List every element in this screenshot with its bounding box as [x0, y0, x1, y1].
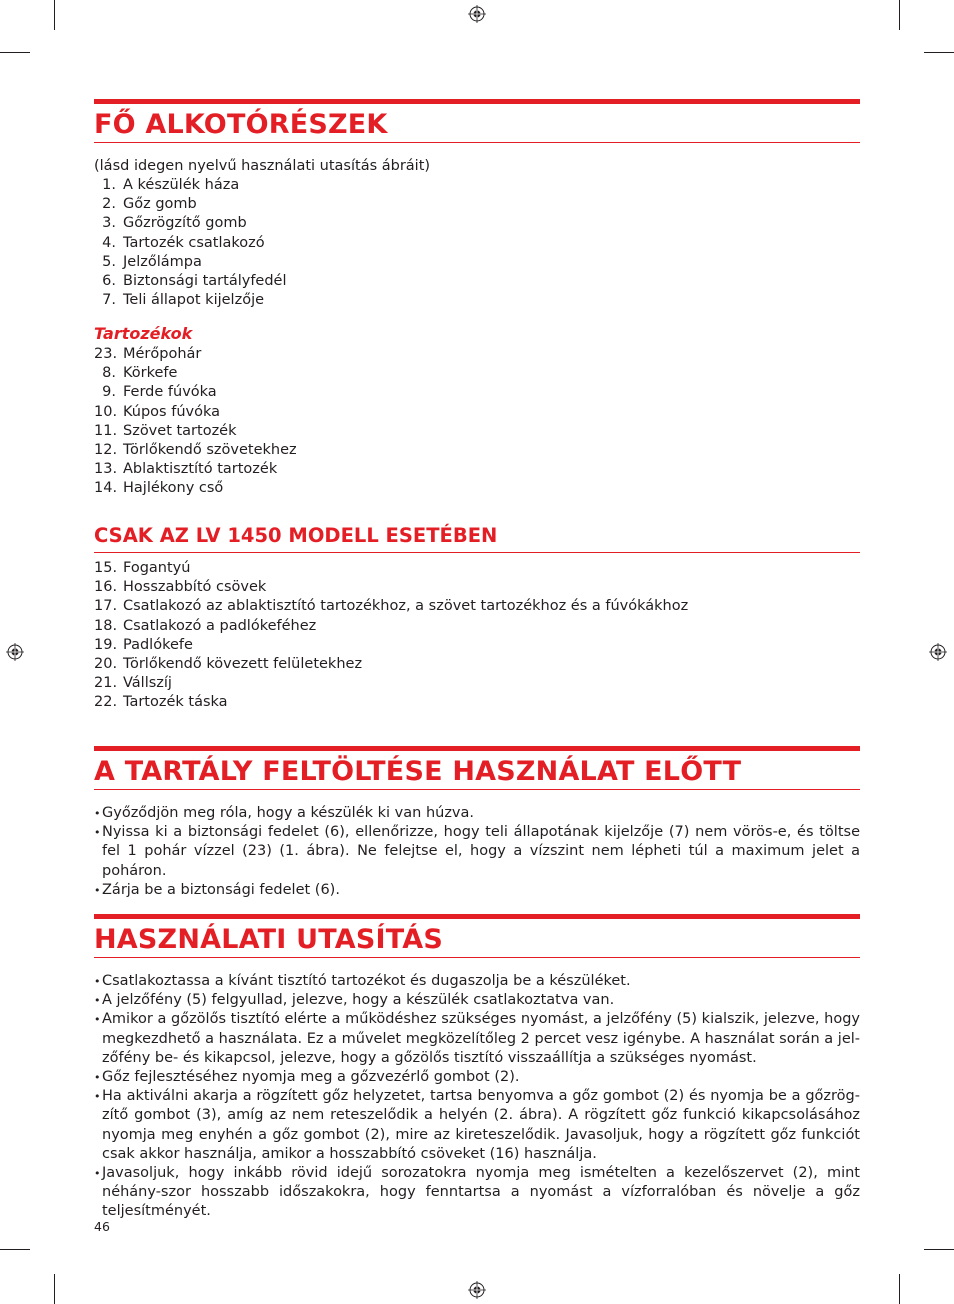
list-item: 12. Törlőkendő szövetekhez: [94, 442, 297, 459]
list-item: 1. A készülék háza: [102, 177, 240, 193]
list-item: 20. Törlőkendő kövezett felületekhez: [94, 656, 363, 673]
model-only-list: [94, 559, 688, 713]
list-item: 16. Hosszabbító csövek: [94, 579, 267, 596]
list-item: 8. Körkefe: [102, 365, 178, 382]
list-item: • Javasoljuk, hogy inkább rövid idejű sorozatokra nyomja meg ismételten a kezelőszervet (2), mint néhány-szor hosszabb időszakokra, hogy fenntartsa a nyomást a vízforralóban és növelje a gőz teljesítményét.: [94, 1164, 860, 1222]
list-item: 2. Gőz gomb: [102, 196, 197, 213]
list-item: 6. Biztonsági tartályfedél: [102, 273, 287, 290]
list-item: 17. Csatlakozó az ablaktisztító tartozékhoz, a szövet tartozékhoz és a fúvókákhoz: [94, 598, 689, 615]
list-item: 9. Ferde fúvóka: [102, 384, 217, 401]
crop-mark-icon: [924, 1249, 954, 1250]
registration-mark-icon: [929, 643, 947, 661]
list-item: 14. Hajlékony cső: [94, 480, 224, 497]
registration-mark-icon: [6, 643, 24, 661]
list-item: • Ha aktiválni akarja a rögzített gőz helyzetet, tartsa benyomva a gőz gombot (2) és nyomja be a gőzrög-zítő gombot (3), amíg az nem reteszelődik a helyén (2. ábra). A rögzített gőz funkció kikapcsolásához nyomja meg enyhén a gőz gombot (2), mire az kireteszelődik. Javasoljuk, hogy a rögzített gőz funkciót csak akkor használja, amikor a hosszabbító csöveket (16) használja.: [94, 1087, 860, 1164]
list-item: 3. Gőzrögzítő gomb: [102, 215, 247, 232]
section-title-model-only: CSAK AZ LV 1450 MODELL ESETÉBEN: [94, 524, 498, 547]
heading-rule: [94, 142, 860, 143]
section-intro: (lásd idegen nyelvű használati utasítás ábráit): [94, 158, 431, 174]
section-title-main-parts: FŐ ALKOTÓRÉSZEK: [94, 109, 388, 140]
crop-mark-icon: [54, 0, 55, 30]
list-item: 5. Jelzőlámpa: [102, 253, 202, 270]
crop-mark-icon: [0, 52, 30, 53]
usage-bullets: [94, 972, 860, 1222]
heading-bar: [94, 914, 860, 919]
page-number: 46: [94, 1219, 110, 1234]
registration-mark-icon: [468, 1281, 486, 1299]
list-item: 19. Padlókefe: [94, 636, 193, 653]
section-title-filling: A TARTÁLY FELTÖLTÉSE HASZNÁLAT ELŐTT: [94, 756, 742, 787]
crop-mark-icon: [924, 52, 954, 53]
crop-mark-icon: [899, 1274, 900, 1304]
list-item: • Nyissa ki a biztonsági fedelet (6), ellenőrizze, hogy teli állapotának kijelzője (7) nem vörös-e, és töltse fel 1 pohár vízzel (23) (1. ábra). Ne felejtse el, hogy a vízszint nem lépheti túl a maximum jelet a poháron.: [94, 823, 860, 881]
section-title-usage: HASZNÁLATI UTASÍTÁS: [94, 924, 443, 955]
list-item: 10. Kúpos fúvóka: [94, 403, 220, 420]
crop-mark-icon: [54, 1274, 55, 1304]
list-item: • Győződjön meg róla, hogy a készülék ki van húzva.: [94, 804, 860, 823]
crop-mark-icon: [899, 0, 900, 30]
subheading-accessories: Tartozékok: [94, 324, 193, 343]
list-item: • A jelzőfény (5) felgyullad, jelezve, hogy a készülék csatlakoztatva van.: [94, 991, 860, 1010]
list-item: 4. Tartozék csatlakozó: [102, 234, 265, 251]
list-item: • Amikor a gőzölős tisztító elérte a működéshez szükséges nyomást, a jelzőfény (5) kialszik, jelezve, hogy megkezdhető a használata. Ez a művelet megközelítőleg 2 percet vesz igénybe. A használat során a jel-zőfény be- és kikapcsol, jelezve, hogy a gőzölős tisztító visszaállítja a szükséges nyomást.: [94, 1010, 860, 1068]
heading-bar: [94, 99, 860, 104]
list-item: 21. Vállszíj: [94, 675, 172, 692]
list-item: 15. Fogantyú: [94, 560, 191, 576]
heading-bar: [94, 746, 860, 751]
crop-mark-icon: [0, 1249, 30, 1250]
list-item: • Gőz fejlesztéséhez nyomja meg a gőzvezérlő gombot (2).: [94, 1068, 860, 1087]
list-item: 22. Tartozék táska: [94, 694, 228, 711]
main-parts-list: [94, 176, 287, 310]
list-item: 11. Szövet tartozék: [94, 422, 237, 439]
list-item: • Zárja be a biztonsági fedelet (6).: [94, 881, 860, 900]
filling-bullets: [94, 804, 860, 900]
accessories-list: [94, 345, 297, 499]
heading-rule: [94, 957, 860, 958]
list-item: 13. Ablaktisztító tartozék: [94, 461, 278, 478]
list-item: 18. Csatlakozó a padlókeféhez: [94, 617, 317, 634]
list-item: 23. Mérőpohár: [94, 346, 202, 362]
heading-rule: [94, 789, 860, 790]
list-item: 7. Teli állapot kijelzője: [102, 292, 265, 309]
registration-mark-icon: [468, 5, 486, 23]
heading-rule: [94, 552, 860, 553]
list-item: • Csatlakoztassa a kívánt tisztító tartozékot és dugaszolja be a készüléket.: [94, 972, 860, 991]
